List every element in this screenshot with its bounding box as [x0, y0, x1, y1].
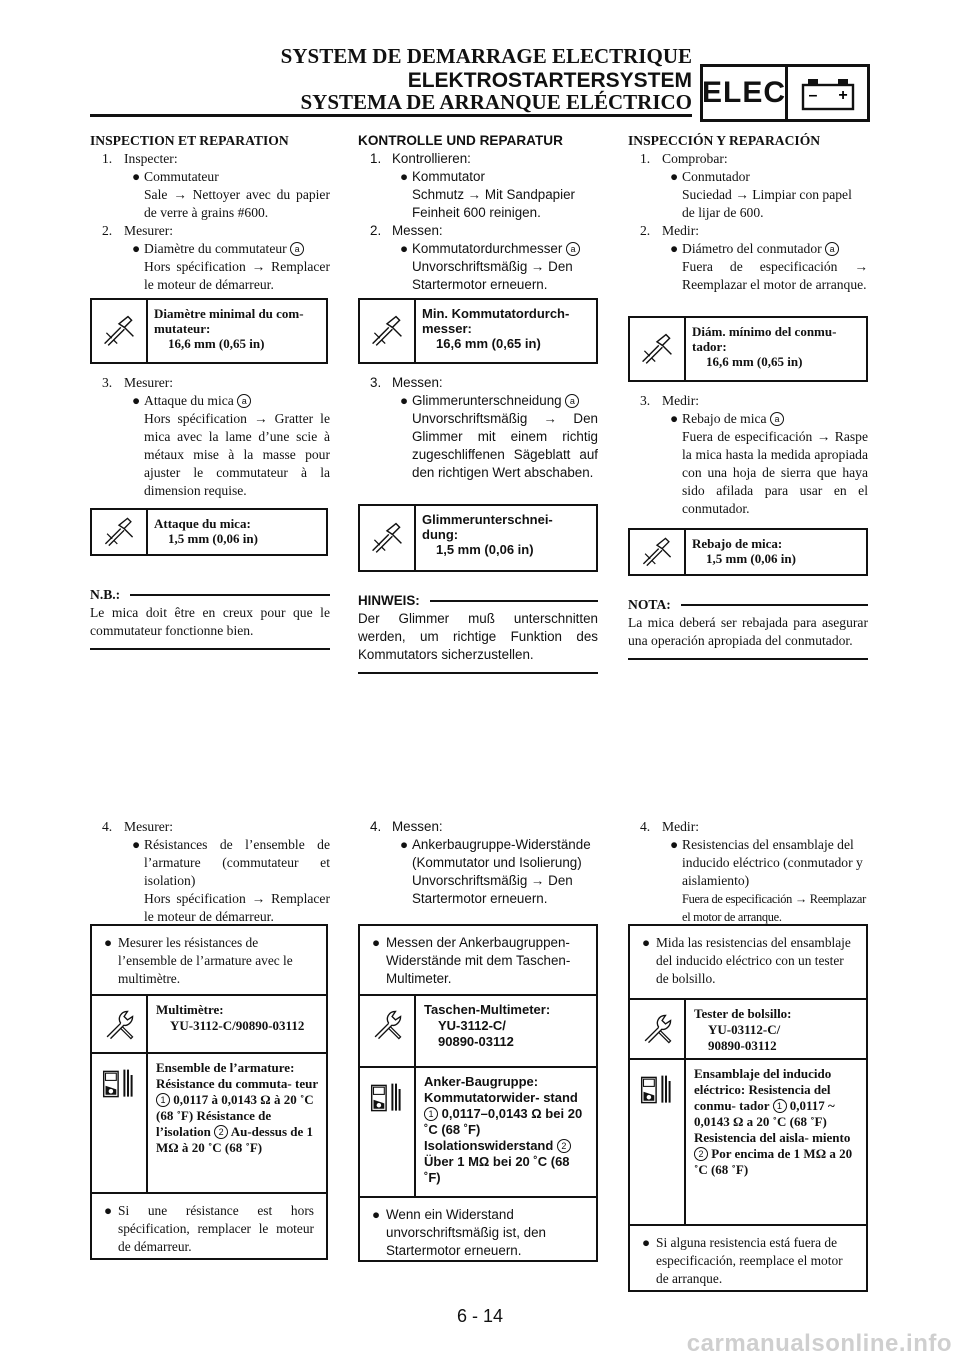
fr-step3: 3. Mesurer: ● Attaque du mica a Hors spécification → Gratter le mica avec la lame d’une scie à métaux mise à la masse pour ajuster le commutateur à la dimension requise.: [102, 375, 330, 498]
es-resistance-box: ● Mida las resistencias del ensamblaje del inducido eléctrico con un tester de bolsillo. Tester de bolsillo: YU-03112-C/ 90890-03112 Ensamblaje del inducido eléctrico: Resistencia del conmu- tador 1 0,0117 ~ 0,0143 Ω a 20 ˚C (68 ˚F) Resistencia del aisla- miento 2 Por encima de 1 MΩ a 20 ˚C (68 ˚F) ● Si alguna resistencia está fuera de especificación, reemplace el motor de arranque.: [628, 924, 868, 1292]
wrench-icon: [630, 1000, 686, 1058]
de-spec-box-mica: Glimmerunterschnei- dung: 1,5 mm (0,06 in): [358, 504, 598, 572]
caliper-icon: [360, 300, 416, 362]
es-note: NOTA: La mica deberá ser rebajada para asegurar una operación apropiada del conmutador.: [628, 596, 868, 660]
de-spec-box-diameter: Min. Kommutatordurch- messer: 16,6 mm (0,65 in): [358, 298, 598, 364]
caliper-icon: [630, 530, 686, 574]
wrench-icon: [360, 996, 416, 1066]
fr-resistance-box: ● Mesurer les résistances de l’ensemble de l’armature avec le multimètre. Multimètre: YU-3112-C/90890-03112 Ensemble de l’armature: Résistance du commuta- teur 1 0,0117 à 0,0143 Ω à 20 ˚C (68 ˚F) Résistance de l’isolation 2 Au-dessus de 1 MΩ à 20 ˚C (68 ˚F) ● Si une résistance est hors spécification, remplacer le moteur de démarreur.: [90, 924, 328, 1260]
header-title-de: ELEKTROSTARTERSYSTEM: [407, 69, 692, 92]
caliper-icon: [360, 506, 416, 570]
watermark: carmanualsonline.info: [686, 1330, 952, 1357]
de-step3: 3. Messen: ● Glimmerunterschneidung a Unvorschriftsmäßig → Den Glimmer mit einem richtig zugeschliffenen Sägeblatt auf den richtigen Wert abschaben.: [370, 375, 598, 480]
es-heading: INSPECCIÓN Y REPARACIÓN: [628, 133, 821, 148]
page-number: 6 - 14: [456, 1306, 504, 1326]
multimeter-icon: [630, 1060, 686, 1224]
es-spec-box-mica: Rebajo de mica: 1,5 mm (0,06 in): [628, 528, 868, 576]
caliper-icon: [92, 510, 148, 554]
caliper-icon: [92, 300, 148, 362]
multimeter-icon: [92, 1054, 148, 1192]
de-note: HINWEIS: Der Glimmer muß unterschnitten werden, um richtige Funktion des Kommutators sicherzustellen.: [358, 592, 598, 674]
es-spec-box-diameter: Diám. mínimo del conmu- tador: 16,6 mm (0,65 in): [628, 316, 868, 382]
es-column-top: INSPECCIÓN Y REPARACIÓN 1. Comprobar: ● Conmutador Suciedad → Limpiar con papel de lijar de 600. 2. Medir: ● Diámetro del conmutador a Fuera de especificación → Reemplazar el motor de arranque.: [628, 133, 868, 292]
es-step4: 4. Medir: ● Resistencias del ensamblaje del inducido eléctrico (conmutador y aislamiento) Fuera de especificación → Reemplazar el motor de arranque.: [640, 819, 866, 924]
section-label: ELEC: [703, 67, 788, 119]
header-title-fr: SYSTEM DE DEMARRAGE ELECTRIQUE: [280, 44, 692, 68]
section-badge: [700, 64, 870, 122]
fr-note: N.B.: Le mica doit être en creux pour que le commutateur fonctionne bien.: [90, 586, 330, 650]
de-column-top: KONTROLLE UND REPARATUR 1. Kontrollieren: ● Kommutator Schmutz → Mit Sandpapier Feinheit 600 reinigen. 2. Messen: ● Kommutatordurchmesser a Unvorschriftsmäßig → Den Startermotor erneuern.: [358, 132, 598, 294]
fr-spec-box-mica: Attaque du mica: 1,5 mm (0,06 in): [90, 508, 328, 556]
fr-heading: INSPECTION ET REPARATION: [90, 133, 289, 148]
battery-icon: [788, 67, 867, 119]
caliper-icon: [630, 318, 686, 380]
battery-plus: +: [837, 87, 848, 104]
wrench-icon: [92, 996, 148, 1052]
de-heading: KONTROLLE UND REPARATUR: [358, 133, 563, 148]
de-resistance-box: ● Messen der Ankerbaugruppen-Widerstände mit dem Taschen-Multimeter. Taschen-Multimeter: YU-3112-C/ 90890-03112 Anker-Baugruppe: Kommutatorwider- stand 1 0,0117–0,0143 Ω bei 20 ˚C (68 ˚F) Isolationswiderstand 2 Über 1 MΩ bei 20 ˚C (68 ˚F) ● Wenn ein Widerstand unvorschriftsmäßig ist, den Startermotor erneuern.: [358, 924, 598, 1262]
fr-spec-box-diameter: Diamètre minimal du com- mutateur: 16,6 mm (0,65 in): [90, 298, 328, 364]
header-title-es: SYSTEMA DE ARRANQUE ELÉCTRICO: [300, 90, 692, 114]
fr-column-top: INSPECTION ET REPARATION 1. Inspecter: ● Commutateur Sale → Nettoyer avec du papier de verre à grains #600. 2. Mesurer: ● Diamètre du commutateur a Hors spécification → Remplacer le moteur de démarreur.: [90, 133, 330, 292]
multimeter-icon: [360, 1068, 416, 1196]
de-step4: 4. Messen: ● Ankerbaugruppe-Widerständе (Kommutator und Isolierung) Unvorschriftsmäßig → Den Startermotor erneuern.: [370, 819, 591, 906]
es-step3: 3. Medir: ● Rebajo de mica a Fuera de especificación → Raspe la mica hasta la medida apropiada con una hoja de sierra que haya sido afilada para usar en el conmutador.: [640, 393, 868, 516]
battery-minus: –: [808, 87, 817, 104]
header-rule: [90, 114, 692, 117]
fr-step4: 4. Mesurer: ● Résistances de l’ensemble de l’armature (commutateur et isolation) Hors spécification → Remplacer le moteur de démarreur.: [102, 819, 330, 924]
